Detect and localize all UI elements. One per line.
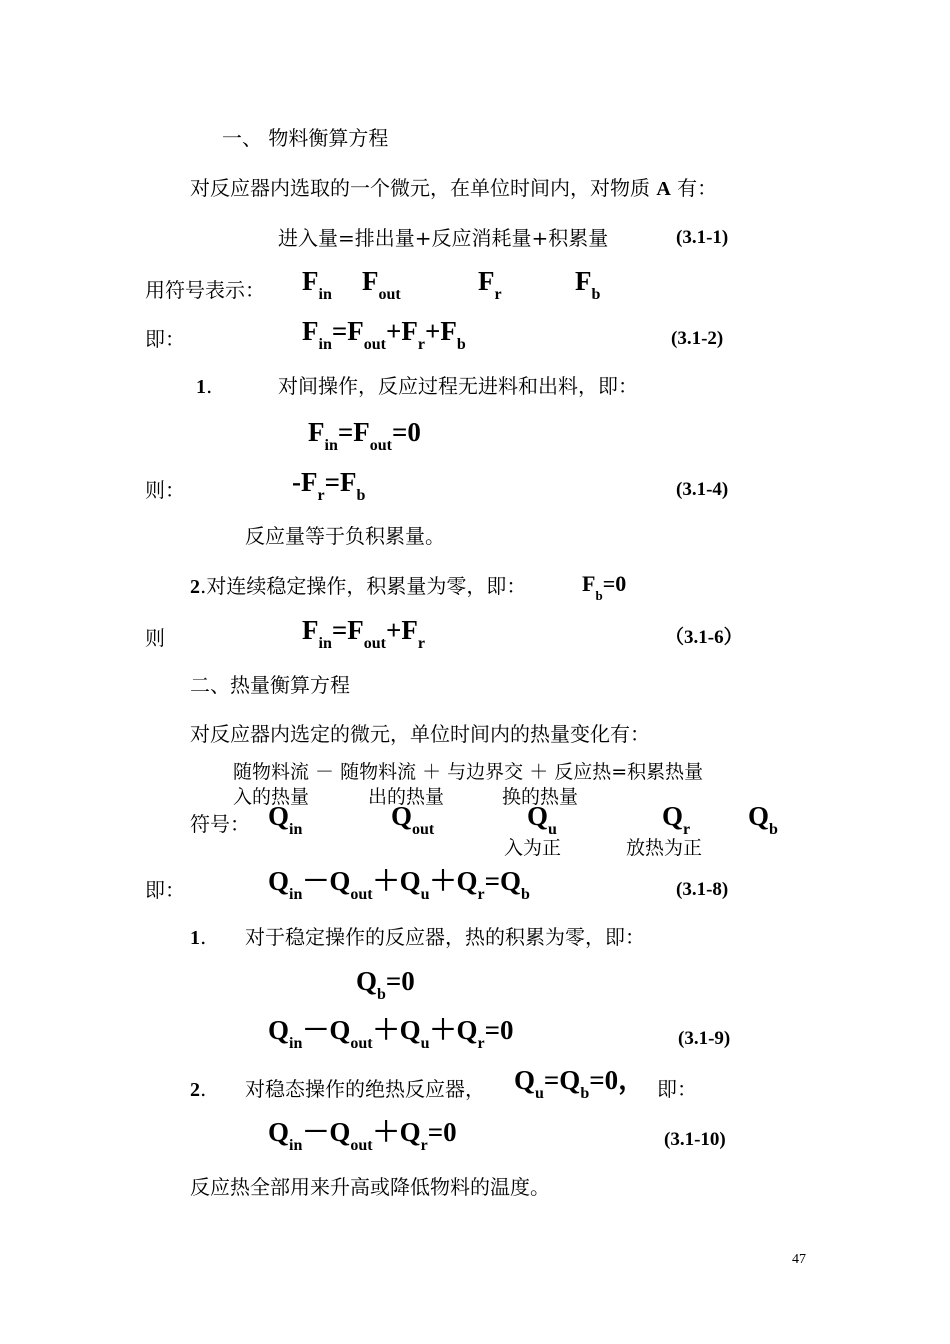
equation-3-1-9: $Q_{in}-Q_{out}+Q_u+Q_r=0$: [268, 1015, 514, 1052]
heat-case2-end: 即：: [657, 1077, 697, 1101]
word-equation: 进入量=排出量+反应消耗量+积累量: [278, 226, 609, 250]
section2-intro: 对反应器内选定的微元，单位时间内的热量变化有：: [190, 722, 650, 746]
note-exothermic-positive: 放热为正: [626, 837, 703, 859]
intro-text: 对反应器内选取的一个微元，在单位时间内，对物质: [190, 176, 650, 200]
symbol-label: 用符号表示：: [145, 278, 265, 302]
heat-case2-equation: $Q_u=Q_b=0$，: [514, 1065, 646, 1102]
heat-case1-number: 1: [190, 927, 200, 949]
case2: [190, 574, 526, 599]
heat-case2: [190, 1077, 206, 1102]
note-inflow-positive: 入为正: [504, 837, 562, 859]
equation-3-1-10: $Q_{in}-Q_{out}+Q_r=0$: [268, 1117, 457, 1154]
symbol-f-out: $F_{out}$: [362, 266, 401, 303]
case2-text: .对连续稳定操作，积累量为零，即：: [200, 574, 527, 598]
section1-intro: [190, 176, 717, 201]
symbol-q-in: $Q_{in}$: [268, 801, 303, 838]
eq-num-3-1-6: （3.1-6）: [665, 627, 743, 648]
heat-case1-dot: .: [200, 925, 207, 949]
section2-heading: 二、热量衡算方程: [190, 673, 350, 697]
equation-3-1-8: $Q_{in}-Q_{out}+Q_u+Q_r=Q_b$: [268, 866, 530, 903]
case1-note: 反应量等于负积累量。: [245, 524, 445, 548]
heat-case2-number: 2: [190, 1079, 200, 1101]
eq-num-3-1-10: (3.1-10): [664, 1129, 726, 1150]
heat-case2-dot: .: [200, 1077, 207, 1101]
word-equation-heat: 随物料流 － 随物料流 ＋ 与边界交 ＋ 反应热=积累热量: [233, 761, 704, 783]
symbol-q-b: $Q_b$: [748, 801, 778, 838]
heat-case1: [190, 925, 206, 950]
ze2-label: 则: [145, 626, 165, 650]
ji-label-heat: 即：: [145, 878, 185, 902]
symbol-f-in: $F_{in}$: [302, 266, 332, 303]
symbol-q-out: $Q_{out}$: [391, 801, 435, 838]
conclusion: 反应热全部用来升高或降低物料的温度。: [190, 1175, 550, 1199]
ze-label: 则：: [145, 478, 185, 502]
case1-text: 对间操作，反应过程无进料和出料，即：: [278, 374, 638, 398]
heat-case2-text: 对稳态操作的绝热反应器，: [245, 1077, 485, 1101]
equation-3-1-2: $F_{in}=F_{out}+F_r+F_b$: [302, 316, 466, 353]
section1-heading: 一、 物料衡算方程: [222, 126, 389, 150]
case2-number: 2: [190, 576, 200, 598]
heat-case1-text: 对于稳定操作的反应器，热的积累为零，即：: [245, 925, 645, 949]
eq-num-3-1-1: (3.1-1): [676, 227, 729, 248]
equation-3-1-4: $-F_r=F_b$: [292, 467, 366, 504]
eq-num-3-1-9: (3.1-9): [678, 1028, 731, 1049]
case1-number: 1: [196, 376, 206, 398]
equation-3-1-3: $F_{in}=F_{out}=0$: [308, 417, 421, 454]
equation-3-1-6: $F_{in}=F_{out}+F_r$: [302, 615, 425, 652]
symbol-q-u: $Q_u$: [527, 801, 557, 838]
ji-label: 即：: [145, 327, 185, 351]
eq-num-3-1-2: (3.1-2): [671, 328, 724, 349]
case1-dot: .: [206, 374, 213, 398]
symbol-label-heat: 符号：: [190, 812, 250, 836]
word-line2-b: 出的热量: [368, 786, 445, 808]
case2-equation: $F_b=0$: [582, 571, 627, 603]
intro-substance: A: [656, 178, 671, 200]
symbol-q-r: $Q_r$: [662, 801, 691, 838]
eq-num-3-1-4: (3.1-4): [676, 479, 729, 500]
intro-end: 有：: [677, 176, 718, 200]
equation-qb-zero: $Q_b=0$: [356, 966, 415, 1003]
case1: [196, 374, 212, 399]
word-line2-c: 换的热量: [502, 786, 579, 808]
page-number: 47: [792, 1252, 806, 1267]
symbol-f-b: $F_b$: [575, 266, 601, 303]
symbol-f-r: $F_r$: [478, 266, 502, 303]
word-line2-a: 入的热量: [233, 786, 310, 808]
eq-num-3-1-8: (3.1-8): [676, 879, 729, 900]
